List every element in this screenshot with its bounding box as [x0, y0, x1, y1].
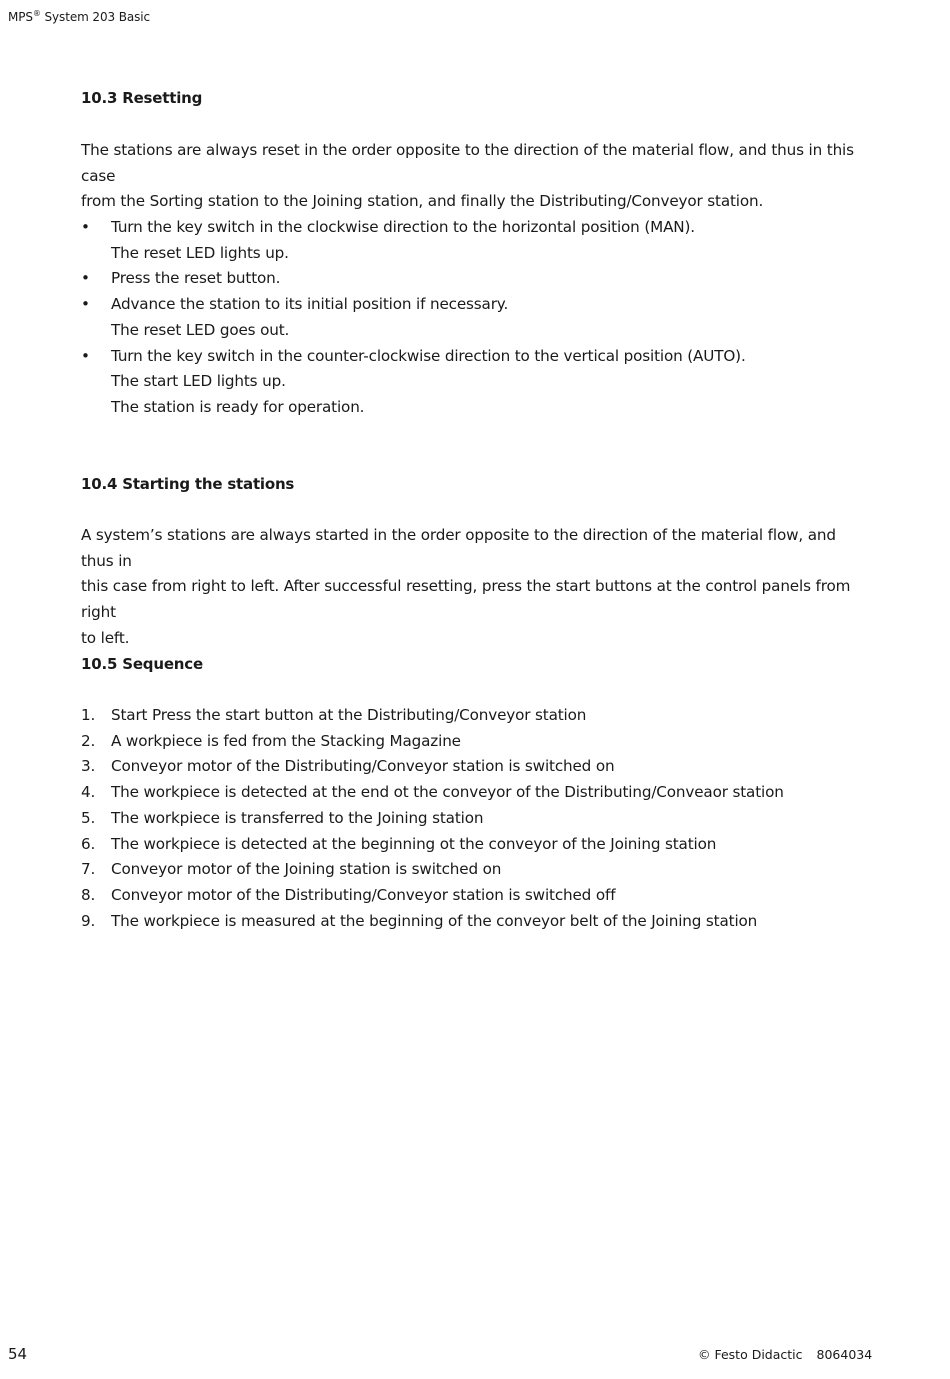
list-item: [81, 729, 871, 755]
text-line: The start LED lights up.: [111, 372, 286, 391]
step-number: 5.: [81, 808, 96, 827]
bullet-marker: •: [81, 295, 90, 314]
step-text: Start Press the start button at the Distributing/Conveyor station: [111, 706, 587, 724]
step-text: The workpiece is transferred to the Joining station: [111, 808, 484, 827]
list-item: [81, 806, 871, 832]
text-line: Press the reset button.: [111, 269, 281, 288]
text-line: The reset LED lights up.: [111, 243, 289, 262]
text-line: The stations are always reset in the order opposite to the direction of the material flow, and thus in this case: [81, 141, 854, 185]
text-line: Turn the key switch in the clockwise direction to the horizontal position (MAN).: [111, 218, 695, 236]
step-number: 4.: [81, 783, 96, 802]
page-number: 54: [8, 1345, 28, 1363]
header-product: MPS: [8, 10, 33, 24]
step-number: 8.: [81, 885, 96, 904]
step-text: The workpiece is detected at the end ot the conveyor of the Distributing/Conveaor station: [111, 783, 784, 802]
text-line: from the Sorting station to the Joining station, and finally the Distributing/Conveyor station.: [81, 192, 764, 211]
list-item: [81, 344, 871, 421]
bullet-marker: •: [81, 346, 90, 365]
registered-mark: ®: [32, 9, 41, 18]
section-title-starting: 10.4 Starting the stations: [81, 475, 295, 493]
copyright-text: © Festo Didactic: [698, 1347, 803, 1362]
running-header: [8, 9, 150, 24]
text-line: this case from right to left. After successful resetting, press the start buttons at the control panels from right: [81, 577, 851, 622]
text-line: Turn the key switch in the counter-clockwise direction to the vertical position (AUTO).: [111, 346, 746, 365]
document-number: 8064034: [816, 1347, 873, 1362]
list-item: [81, 832, 871, 858]
list-item: [81, 754, 871, 780]
step-text: A workpiece is fed from the Stacking Magazine: [111, 731, 461, 750]
step-number: 9.: [81, 911, 96, 930]
sequence-list: [81, 703, 871, 934]
list-item: [81, 780, 871, 806]
step-number: 2.: [81, 731, 96, 750]
section-title-resetting: 10.3 Resetting: [81, 89, 203, 107]
list-item: [81, 857, 871, 883]
text-line: The station is ready for operation.: [111, 397, 365, 416]
step-number: 7.: [81, 860, 96, 879]
list-item: [81, 909, 871, 935]
step-text: The workpiece is detected at the beginning ot the conveyor of the Joining station: [111, 834, 717, 853]
text-line: A system’s stations are always started in the order opposite to the direction of the material flow, and thus in: [81, 526, 836, 570]
step-number: 1.: [81, 706, 96, 724]
list-item: [81, 215, 871, 266]
step-text: The workpiece is measured at the beginning of the conveyor belt of the Joining station: [111, 911, 758, 930]
list-item: [81, 703, 871, 729]
text-line: Advance the station to its initial position if necessary.: [111, 295, 509, 314]
header-suffix: System 203 Basic: [40, 10, 150, 24]
section-title-sequence: 10.5 Sequence: [81, 655, 203, 673]
resetting-steps-list: [81, 215, 871, 421]
list-item: [81, 883, 871, 909]
text-line: The reset LED goes out.: [111, 320, 290, 339]
step-number: 3.: [81, 757, 96, 776]
step-number: 6.: [81, 834, 96, 853]
step-text: Conveyor motor of the Joining station is switched on: [111, 860, 502, 879]
step-text: Conveyor motor of the Distributing/Conveyor station is switched on: [111, 757, 615, 776]
starting-body: [81, 523, 866, 652]
list-item: [81, 292, 871, 343]
bullet-marker: •: [81, 269, 90, 288]
text-line: to left.: [81, 628, 130, 647]
footer-credit: [698, 1347, 872, 1362]
bullet-marker: •: [81, 218, 90, 236]
list-item: [81, 266, 871, 292]
resetting-intro: [81, 138, 866, 215]
step-text: Conveyor motor of the Distributing/Conveyor station is switched off: [111, 885, 616, 904]
